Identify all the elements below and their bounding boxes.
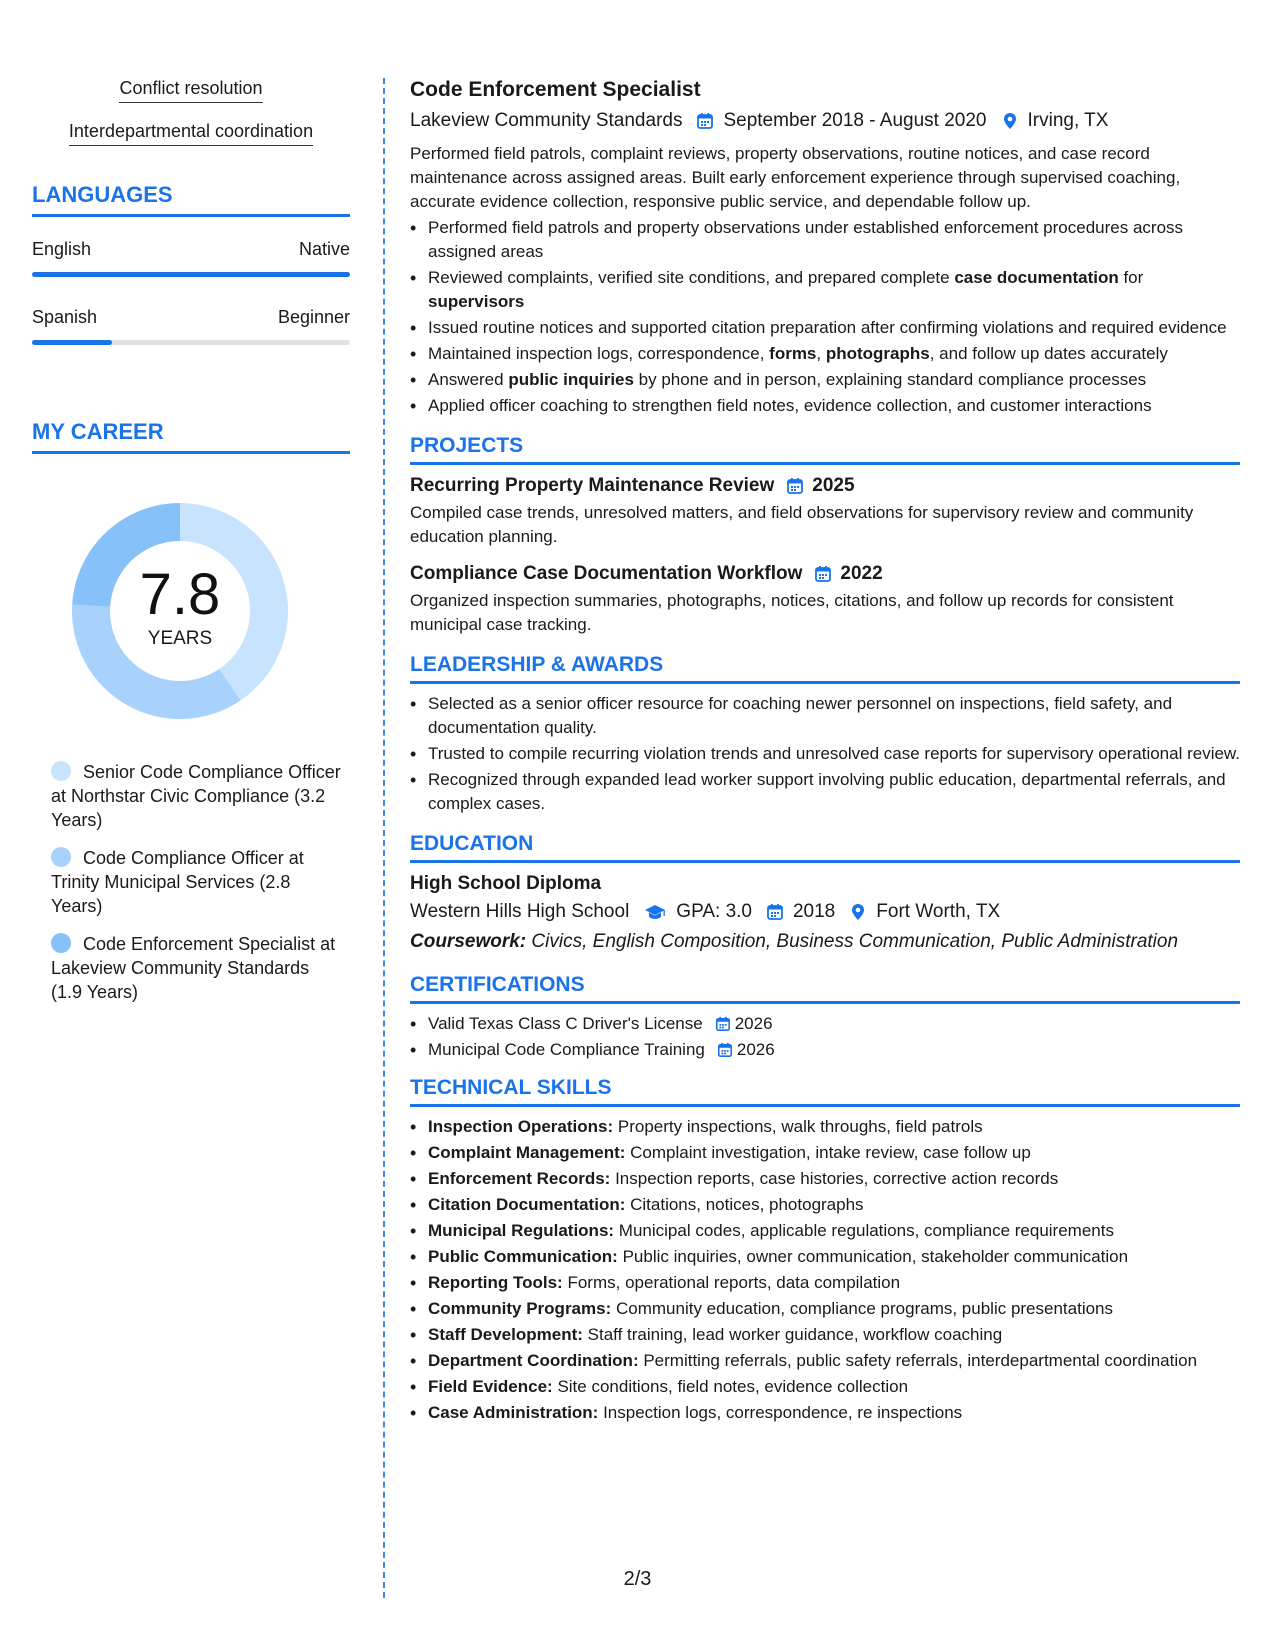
career-legend-item: Senior Code Compliance Officer at Northstar Civic Compliance (3.2 Years) [51, 762, 341, 830]
main-content [410, 78, 1240, 1427]
career-legend [32, 760, 350, 1004]
language-level: Beginner [277, 307, 350, 327]
calendar-icon [696, 112, 714, 130]
job-title: Code Enforcement Specialist [410, 78, 701, 101]
language-item [32, 239, 350, 277]
skill-chip: Interdepartmental coordination [69, 121, 313, 146]
technical-skills-list [410, 1115, 1240, 1425]
list-item: • Municipal Regulations: Municipal codes, applicable regulations, compliance requirements [410, 1219, 1240, 1243]
project-description: Compiled case trends, unresolved matters, and field observations for supervisory review and community education planning. [410, 503, 1194, 546]
language-bar [32, 340, 350, 345]
language-item [32, 307, 350, 345]
cert-name: • Valid Texas Class C Driver's License [428, 1014, 703, 1033]
cert-name: • Municipal Code Compliance Training [428, 1040, 705, 1059]
location-pin-icon [849, 903, 867, 921]
list-item: • Case Administration: Inspection logs, correspondence, re inspections [410, 1401, 1240, 1425]
education-school: Western Hills High School [410, 901, 630, 922]
education-meta [410, 901, 1240, 923]
list-item: • Public Communication: Public inquiries, owner communication, stakeholder communication [410, 1245, 1240, 1269]
list-item: • Reviewed complaints, verified site conditions, and prepared complete case documentation for supervisors [410, 266, 1240, 314]
list-item [410, 1012, 1240, 1036]
education-year: 2018 [792, 901, 836, 922]
language-name: Spanish [32, 307, 98, 327]
project-item [410, 475, 1240, 549]
leadership-heading: LEADERSHIP & AWARDS [410, 653, 1240, 684]
career-legend-item: Code Compliance Officer at Trinity Municipal Services (2.8 Years) [51, 848, 304, 916]
job-dates: September 2018 - August 2020 [723, 110, 987, 131]
projects-heading: PROJECTS [410, 434, 1240, 465]
education-degree: High School Diploma [410, 873, 602, 894]
languages-heading: LANGUAGES [32, 182, 350, 217]
calendar-icon [814, 565, 832, 583]
list-item: • Reporting Tools: Forms, operational reports, data compilation [410, 1271, 1240, 1295]
legend-dot [51, 847, 71, 867]
job-bullets [410, 216, 1240, 418]
list-item: • Answered public inquiries by phone and in person, explaining standard compliance processes [410, 368, 1240, 392]
job-meta [410, 110, 1240, 132]
list-item: • Staff Development: Staff training, lead worker guidance, workflow coaching [410, 1323, 1240, 1347]
graduation-cap-icon [643, 903, 667, 921]
language-name: English [32, 239, 92, 259]
project-title: Recurring Property Maintenance Review [410, 475, 775, 496]
list-item: • Enforcement Records: Inspection reports, case histories, corrective action records [410, 1167, 1240, 1191]
column-divider [383, 78, 385, 1598]
location-pin-icon [1001, 112, 1019, 130]
list-item: • Department Coordination: Permitting referrals, public safety referrals, interdepartmental coordination [410, 1349, 1240, 1373]
list-item: • Applied officer coaching to strengthen field notes, evidence collection, and customer interactions [410, 394, 1240, 418]
language-bar-fill [32, 340, 112, 345]
list-item: • Citation Documentation: Citations, notices, photographs [410, 1193, 1240, 1217]
sidebar [32, 78, 350, 1018]
skill-chip: Conflict resolution [119, 78, 262, 103]
list-item: • Issued routine notices and supported citation preparation after confirming violations and required evidence [410, 316, 1240, 340]
list-item: • Maintained inspection logs, correspondence, forms, photographs, and follow up dates accurately [410, 342, 1240, 366]
job-company: Lakeview Community Standards [410, 110, 683, 131]
education-location: Fort Worth, TX [876, 901, 1001, 922]
education-gpa: GPA: 3.0 [676, 901, 752, 922]
career-legend-item: Code Enforcement Specialist at Lakeview Community Standards (1.9 Years) [51, 934, 336, 1002]
project-year: 2025 [812, 475, 855, 496]
list-item [410, 1038, 1240, 1062]
career-unit: YEARS [147, 628, 213, 649]
calendar-icon [766, 903, 784, 921]
legend-dot [51, 933, 71, 953]
project-item [410, 563, 1240, 637]
certifications-heading: CERTIFICATIONS [410, 973, 1240, 1004]
cert-year: 2026 [734, 1014, 773, 1033]
project-title: Compliance Case Documentation Workflow [410, 563, 803, 584]
list-item: • Performed field patrols and property observations under established enforcement procedures across assigned areas [410, 216, 1240, 264]
list-item: • Recognized through expanded lead worker support involving public education, departmental referrals, and complex cases. [410, 768, 1240, 816]
language-bar-fill [32, 272, 350, 277]
career-total: 7.8 [139, 562, 221, 627]
list-item: • Field Evidence: Site conditions, field notes, evidence collection [410, 1375, 1240, 1399]
leadership-list [410, 692, 1240, 816]
job-location: Irving, TX [1027, 110, 1109, 131]
calendar-icon [786, 477, 804, 495]
list-item: • Inspection Operations: Property inspections, walk throughs, field patrols [410, 1115, 1240, 1139]
job-summary: Performed field patrols, complaint reviews, property observations, routine notices, and case record maintenance across assigned areas. Built early enforcement experience through supervised coaching, accurate evidence collection, responsive public service, and dependable follow up. [410, 144, 1181, 211]
cert-year: 2026 [736, 1040, 775, 1059]
list-item: • Community Programs: Community education, compliance programs, public presentations [410, 1297, 1240, 1321]
project-year: 2022 [840, 563, 883, 584]
certifications-list [410, 1012, 1240, 1062]
project-description: Organized inspection summaries, photographs, notices, citations, and follow up records for consistent municipal case tracking. [410, 591, 1174, 634]
career-donut-chart [65, 496, 295, 726]
education-coursework: Coursework: Civics, English Composition, Business Communication, Public Administration [410, 931, 1179, 952]
education-heading: EDUCATION [410, 832, 1240, 863]
list-item: • Selected as a senior officer resource for coaching newer personnel on inspections, field safety, and documentation quality. [410, 692, 1240, 740]
calendar-icon [717, 1042, 733, 1058]
list-item: • Trusted to compile recurring violation trends and unresolved case reports for supervisory operational review. [410, 742, 1240, 766]
language-bar [32, 272, 350, 277]
legend-dot [51, 761, 71, 781]
language-level: Native [298, 239, 350, 259]
career-heading: MY CAREER [32, 419, 350, 454]
technical-skills-heading: TECHNICAL SKILLS [410, 1076, 1240, 1107]
page-number: 2/3 [623, 1568, 652, 1590]
calendar-icon [715, 1016, 731, 1032]
list-item: • Complaint Management: Complaint investigation, intake review, case follow up [410, 1141, 1240, 1165]
